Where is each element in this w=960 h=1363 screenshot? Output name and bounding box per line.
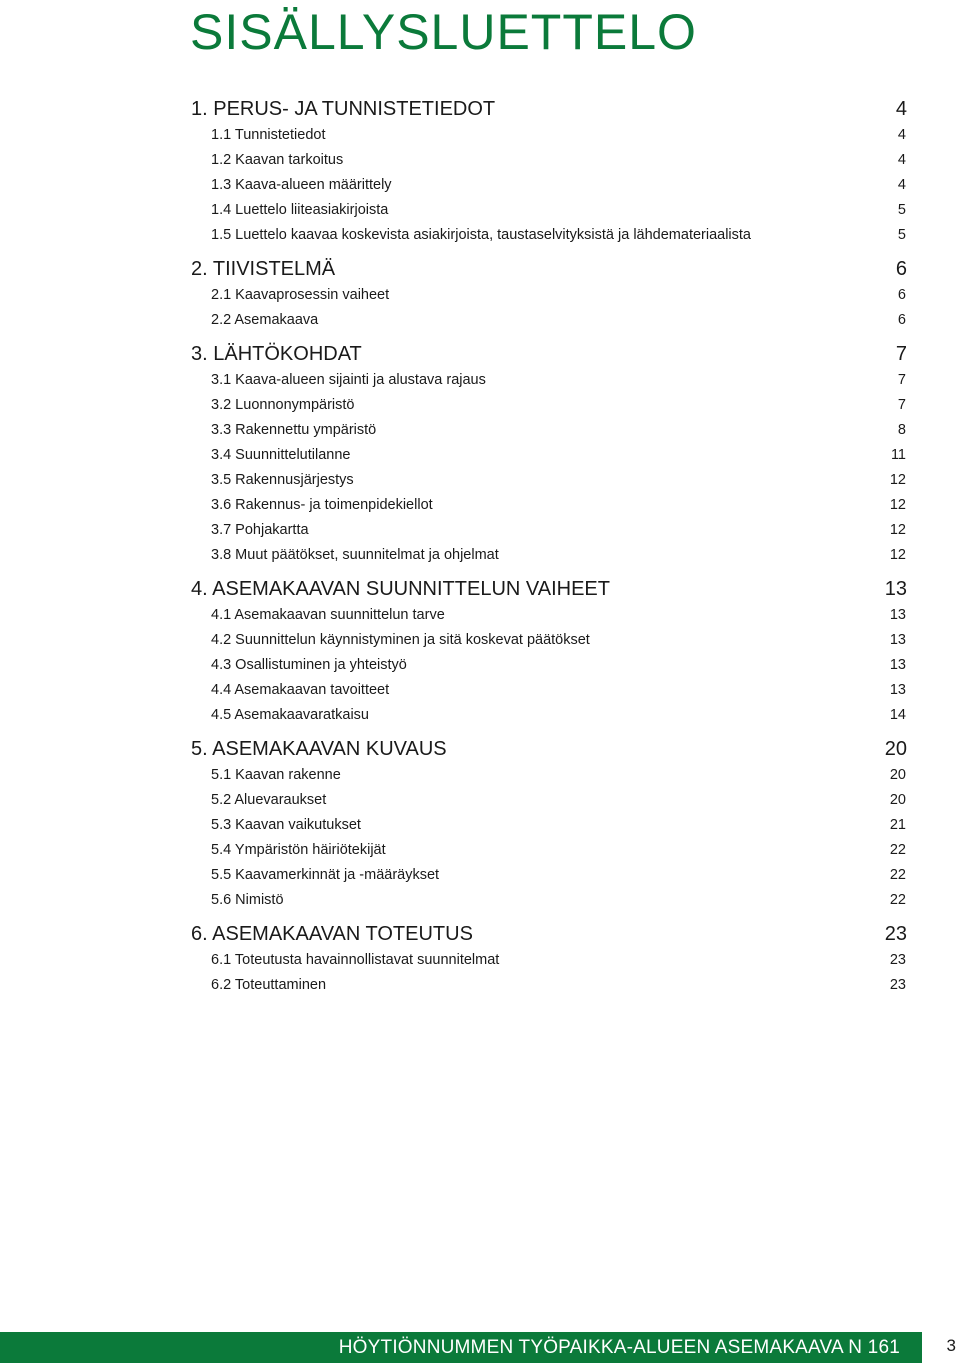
item-page-number: 6 [897, 287, 906, 303]
item-page-number: 5 [897, 227, 906, 243]
item-page-number: 13 [889, 657, 906, 673]
section-label: 2. TIIVISTELMÄ [191, 258, 336, 280]
toc-section-3 [191, 341, 907, 568]
item-label: 6.2 Toteuttaminen [211, 977, 327, 993]
toc-item[interactable] [191, 813, 907, 838]
toc-item[interactable] [191, 443, 907, 468]
section-label: 1. PERUS- JA TUNNISTETIEDOT [191, 98, 496, 120]
item-page-number: 13 [889, 607, 906, 623]
item-page-number: 12 [889, 472, 906, 488]
item-label: 5.6 Nimistö [211, 892, 284, 908]
toc-item[interactable] [191, 283, 907, 308]
item-label: 5.3 Kaavan vaikutukset [211, 817, 361, 833]
toc-item[interactable] [191, 603, 907, 628]
toc-item[interactable] [191, 543, 907, 568]
section-page-number: 23 [884, 923, 907, 945]
item-page-number: 23 [889, 977, 906, 993]
item-page-number: 5 [897, 202, 906, 218]
item-page-number: 23 [889, 952, 906, 968]
toc-item[interactable] [191, 788, 907, 813]
toc-section-5 [191, 736, 907, 913]
footer-title: HÖYTIÖNNUMMEN TYÖPAIKKA-ALUEEN ASEMAKAAVA N 161 [338, 1336, 900, 1358]
item-page-number: 13 [889, 682, 906, 698]
item-page-number: 21 [889, 817, 906, 833]
item-label: 4.5 Asemakaavaratkaisu [211, 707, 369, 723]
item-label: 4.4 Asemakaavan tavoitteet [211, 682, 390, 698]
page-number: 3 [946, 1336, 956, 1355]
toc-section-heading[interactable] [191, 576, 907, 603]
toc-section-4 [191, 576, 907, 728]
item-label: 3.4 Suunnittelutilanne [211, 447, 351, 463]
footer-bar [0, 1332, 922, 1363]
item-label: 2.1 Kaavaprosessin vaiheet [211, 287, 390, 303]
toc-section-heading[interactable] [191, 96, 907, 123]
item-label: 4.3 Osallistuminen ja yhteistyö [211, 657, 407, 673]
item-label: 3.1 Kaava-alueen sijainti ja alustava rajaus [211, 372, 486, 388]
item-label: 5.2 Aluevaraukset [211, 792, 327, 808]
item-page-number: 13 [889, 632, 906, 648]
item-page-number: 7 [897, 372, 906, 388]
section-label: 3. LÄHTÖKOHDAT [191, 343, 362, 365]
toc-item[interactable] [191, 948, 907, 973]
item-page-number: 4 [897, 127, 906, 143]
toc-item[interactable] [191, 838, 907, 863]
item-page-number: 12 [889, 547, 906, 563]
item-page-number: 7 [897, 397, 906, 413]
table-of-contents [191, 96, 907, 998]
toc-item[interactable] [191, 368, 907, 393]
toc-item[interactable] [191, 418, 907, 443]
toc-item[interactable] [191, 173, 907, 198]
item-page-number: 20 [889, 767, 906, 783]
toc-item[interactable] [191, 223, 907, 248]
section-label: 5. ASEMAKAAVAN KUVAUS [191, 738, 447, 760]
item-label: 1.5 Luettelo kaavaa koskevista asiakirjoista, taustaselvityksistä ja lähdemateriaalista [211, 227, 751, 243]
item-page-number: 4 [897, 152, 906, 168]
item-label: 3.2 Luonnonympäristö [211, 397, 355, 413]
item-page-number: 20 [889, 792, 906, 808]
item-label: 2.2 Asemakaava [211, 312, 319, 328]
item-label: 3.7 Pohjakartta [211, 522, 309, 538]
item-label: 3.8 Muut päätökset, suunnitelmat ja ohjelmat [211, 547, 499, 563]
item-page-number: 22 [889, 842, 906, 858]
section-page-number: 13 [884, 578, 907, 600]
item-label: 3.6 Rakennus- ja toimenpidekiellot [211, 497, 433, 513]
toc-item[interactable] [191, 763, 907, 788]
item-page-number: 4 [897, 177, 906, 193]
toc-section-heading[interactable] [191, 736, 907, 763]
toc-item[interactable] [191, 148, 907, 173]
section-page-number: 4 [895, 98, 907, 120]
toc-section-heading[interactable] [191, 256, 907, 283]
toc-item[interactable] [191, 493, 907, 518]
item-label: 4.1 Asemakaavan suunnittelun tarve [211, 607, 445, 623]
section-page-number: 6 [895, 258, 907, 280]
item-label: 5.1 Kaavan rakenne [211, 767, 341, 783]
toc-item[interactable] [191, 393, 907, 418]
toc-section-heading[interactable] [191, 921, 907, 948]
item-label: 1.2 Kaavan tarkoitus [211, 152, 344, 168]
toc-section-1 [191, 96, 907, 248]
section-label: 4. ASEMAKAAVAN SUUNNITTELUN VAIHEET [191, 578, 610, 600]
item-label: 3.5 Rakennusjärjestys [211, 472, 354, 488]
toc-item[interactable] [191, 973, 907, 998]
toc-item[interactable] [191, 863, 907, 888]
item-label: 1.4 Luettelo liiteasiakirjoista [211, 202, 389, 218]
toc-section-6 [191, 921, 907, 998]
item-label: 5.5 Kaavamerkinnät ja -määräykset [211, 867, 440, 883]
toc-item[interactable] [191, 703, 907, 728]
item-page-number: 8 [897, 422, 906, 438]
toc-item[interactable] [191, 888, 907, 913]
item-page-number: 14 [889, 707, 906, 723]
item-label: 5.4 Ympäristön häiriötekijät [211, 842, 386, 858]
item-page-number: 6 [897, 312, 906, 328]
item-page-number: 11 [890, 447, 906, 463]
toc-item[interactable] [191, 198, 907, 223]
toc-item[interactable] [191, 518, 907, 543]
page-footer [0, 1332, 960, 1363]
section-label: 6. ASEMAKAAVAN TOTEUTUS [191, 923, 473, 945]
item-page-number: 22 [889, 867, 906, 883]
toc-item[interactable] [191, 653, 907, 678]
item-page-number: 12 [889, 497, 906, 513]
item-label: 4.2 Suunnittelun käynnistyminen ja sitä koskevat päätökset [211, 632, 590, 648]
item-page-number: 22 [889, 892, 906, 908]
item-page-number: 12 [889, 522, 906, 538]
item-label: 1.1 Tunnistetiedot [211, 127, 326, 143]
toc-section-2 [191, 256, 907, 333]
item-label: 3.3 Rakennettu ympäristö [211, 422, 377, 438]
section-page-number: 7 [895, 343, 907, 365]
page-title: SISÄLLYSLUETTELO [190, 4, 697, 60]
toc-section-heading[interactable] [191, 341, 907, 368]
toc-item[interactable] [191, 628, 907, 653]
item-label: 1.3 Kaava-alueen määrittely [211, 177, 392, 193]
toc-item[interactable] [191, 123, 907, 148]
item-label: 6.1 Toteutusta havainnollistavat suunnitelmat [211, 952, 500, 968]
toc-item[interactable] [191, 308, 907, 333]
section-page-number: 20 [884, 738, 907, 760]
toc-item[interactable] [191, 468, 907, 493]
toc-item[interactable] [191, 678, 907, 703]
